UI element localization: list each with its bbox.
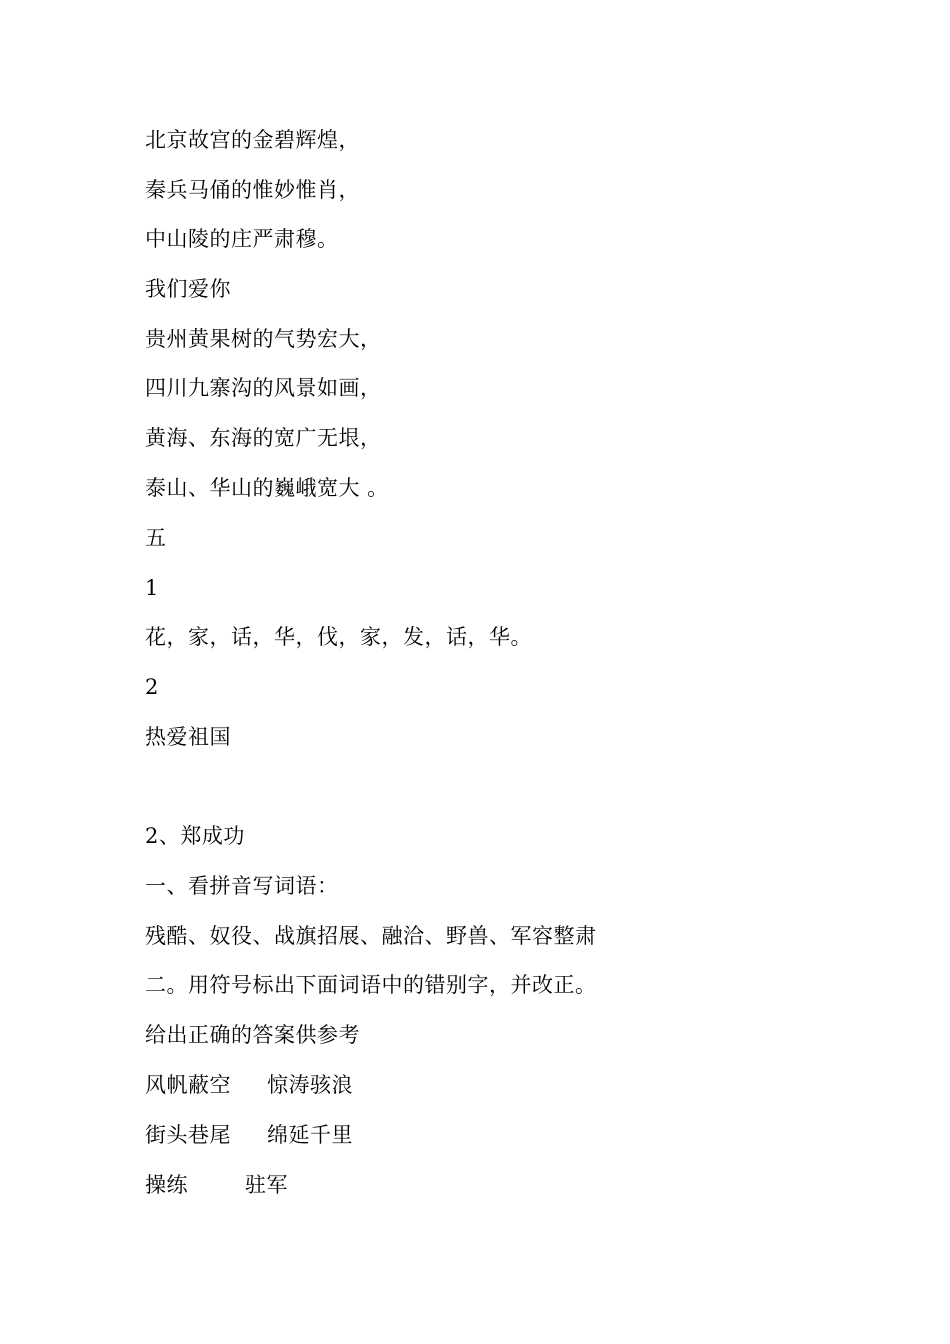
poem-line: 秦兵马俑的惟妙惟肖， [145,178,360,202]
word-pair-left: 风帆蔽空 [145,1073,231,1097]
question-number: 2 [145,675,159,699]
section-number: 五 [145,526,167,550]
word-pair-right: 驻军 [245,1173,288,1197]
poem-line: 我们爱你 [145,277,231,301]
word-pair-right: 绵延千里 [267,1123,353,1147]
word-pair-left: 操练 [145,1173,188,1197]
exercise-heading: 二。用符号标出下面词语中的错别字，并改正。 [145,973,597,997]
poem-line: 北京故宫的金碧辉煌， [145,128,360,152]
poem-line: 黄海、东海的宽广无垠， [145,426,382,450]
exercise-heading: 一、看拼音写词语： [145,874,339,898]
poem-line: 泰山、华山的巍峨宽大 。 [145,476,389,500]
answer-line: 热爱祖国 [145,725,231,749]
answer-line: 残酷、奴役、战旗招展、融洽、野兽、军容整肃 [145,924,597,948]
poem-line: 贵州黄果树的气势宏大， [145,327,382,351]
question-number: 1 [145,576,159,600]
poem-line: 中山陵的庄严肃穆。 [145,227,339,251]
poem-line: 四川九寨沟的风景如画， [145,376,382,400]
answer-note: 给出正确的答案供参考 [145,1023,360,1047]
answer-line: 花，家，话，华，伐，家，发，话，华。 [145,625,532,649]
lesson-heading: 2、郑成功 [145,824,245,848]
word-pair-right: 惊涛骇浪 [267,1073,353,1097]
word-pair-left: 街头巷尾 [145,1123,231,1147]
